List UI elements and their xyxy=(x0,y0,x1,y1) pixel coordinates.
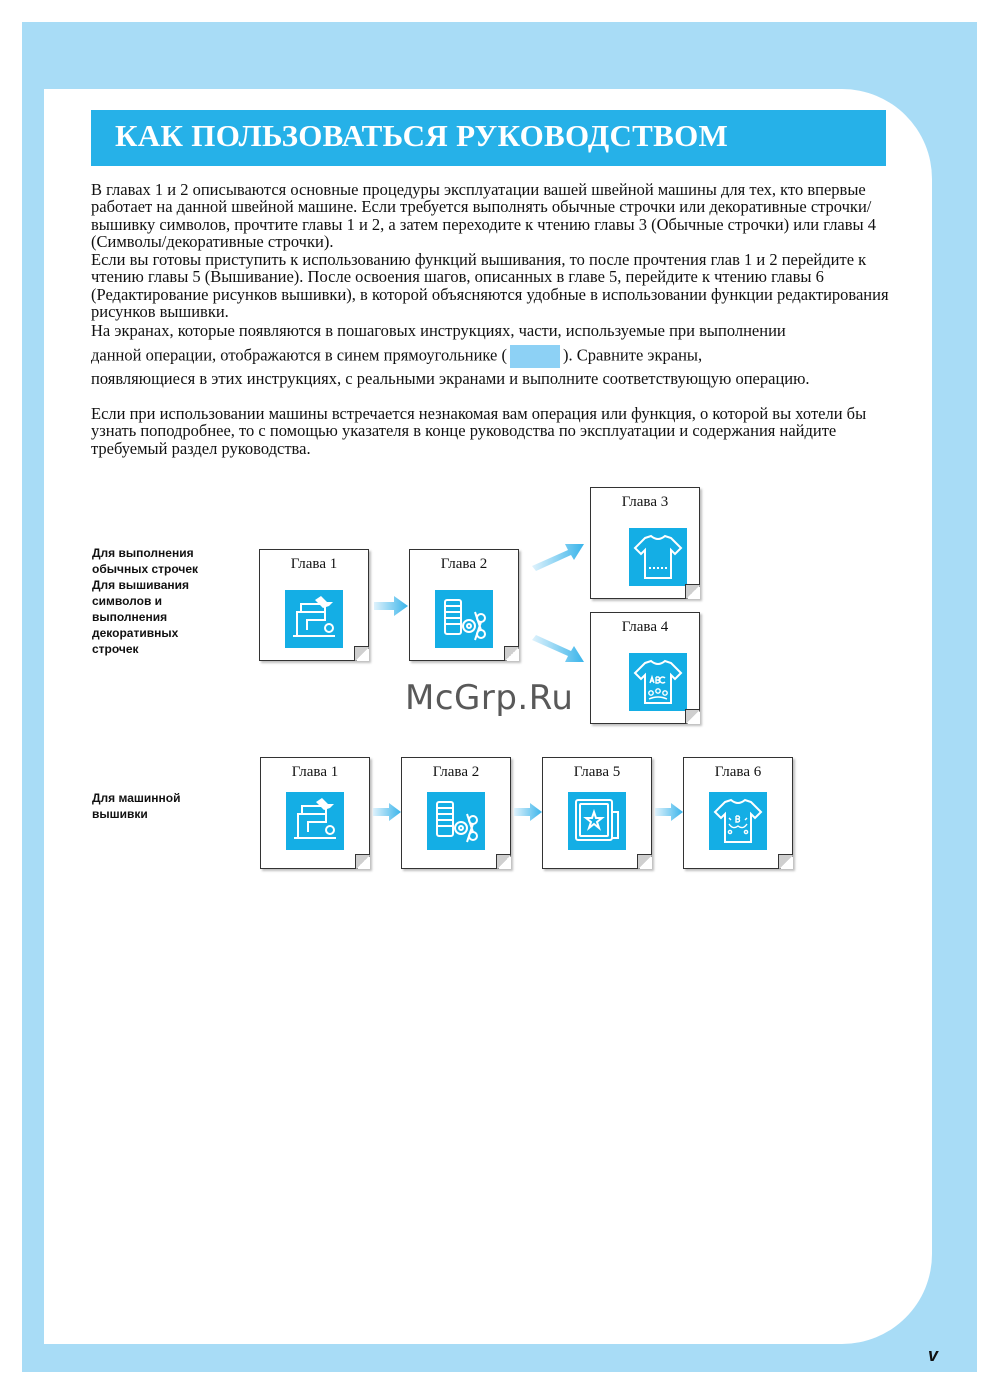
flow-arrow-right xyxy=(655,803,683,821)
chapter-card-label: Глава 6 xyxy=(714,764,762,780)
page-fold xyxy=(496,854,511,869)
chapter-card-label: Глава 1 xyxy=(291,764,339,780)
flow1-label-line: обычных строчек xyxy=(92,562,199,576)
page-fold xyxy=(354,646,369,661)
chapter-card-5 xyxy=(542,757,652,869)
intro-paragraph-3-before: данной операции, отображаются в синем прямоугольнике ( xyxy=(91,345,507,365)
chapter-card-label: Глава 2 xyxy=(440,556,488,572)
flow-arrow-right xyxy=(374,596,408,616)
page-fold xyxy=(504,646,519,661)
chapter-card-label: Глава 1 xyxy=(290,556,338,572)
embroidery-frame-icon xyxy=(568,792,626,850)
chapter-card-label: Глава 4 xyxy=(621,619,669,635)
intro-paragraph-3-rest: появляющиеся в этих инструкциях, с реальными экранами и выполните соответствующую операцию. xyxy=(91,369,810,388)
flow1-label xyxy=(92,545,198,657)
intro-paragraph-3-line-2 xyxy=(91,345,896,368)
page-fold xyxy=(685,584,700,599)
chapter-card-3 xyxy=(590,487,700,599)
intro-paragraph-3-line-1: На экранах, которые появляются в пошаговых инструкциях, части, используемые при выполнении xyxy=(91,321,786,340)
flow1-label-line: строчек xyxy=(92,642,139,656)
page-title: КАК ПОЛЬЗОВАТЬСЯ РУКОВОДСТВОМ xyxy=(115,118,729,153)
chapter-card-label: Глава 2 xyxy=(432,764,480,780)
page-number: v xyxy=(928,1345,939,1365)
title-banner xyxy=(91,110,886,166)
tshirt-stitch-icon xyxy=(629,528,687,586)
chapter-card-label: Глава 5 xyxy=(573,764,621,780)
tshirt-embroidered-icon xyxy=(709,792,767,850)
flow-arrow-down-right xyxy=(530,634,586,668)
chapter-card-6 xyxy=(683,757,793,869)
page-fold xyxy=(637,854,652,869)
flow-arrow-up-right xyxy=(530,538,586,572)
tshirt-abc-icon xyxy=(629,653,687,711)
flow2-label-line: Для машинной xyxy=(92,791,181,805)
page-fold xyxy=(778,854,793,869)
intro-paragraph-1: В главах 1 и 2 описываются основные процедуры эксплуатации вашей швейной машины для тех, кто впервые работает на данной швейной машине. Если требуется выполнять обычные строчки или декоративные строчки/вышивку символов, прочтите главы 1 и 2, а затем переходите к чтению главы 3 (Обычные строчки) или главы 4 (Символы/декоративные строчки). xyxy=(91,180,876,251)
flow1-label-line: выполнения xyxy=(92,610,168,624)
blue-rectangle-sample xyxy=(510,345,560,368)
flow1-label-line: Для вышивания xyxy=(92,578,190,592)
chapter-card-1 xyxy=(260,757,370,869)
intro-paragraph-4: Если при использовании машины встречается незнакомая вам операция или функция, о которой вы хотели бы узнать поподробнее, то с помощью указателя в конце руководства по эксплуатации и содержания найдите требуемый раздел руководства. xyxy=(91,404,867,458)
chapter-card-label: Глава 3 xyxy=(621,494,669,510)
flow1-label-line: декоративных xyxy=(92,626,179,640)
flow2-label-line: вышивки xyxy=(92,807,148,821)
page-fold xyxy=(685,709,700,724)
chapter-card-2 xyxy=(401,757,511,869)
chapter-card-1 xyxy=(259,549,369,661)
flow1-label-line: символов и xyxy=(92,594,163,608)
watermark: McGrp.Ru xyxy=(405,678,574,718)
chapter-card-2 xyxy=(409,549,519,661)
chapter-card-4 xyxy=(590,612,700,724)
thread-scissors-icon xyxy=(435,590,493,648)
flow2-label xyxy=(92,790,180,822)
intro-paragraph-2: Если вы готовы приступить к использованию функций вышивания, то после прочтения глав 1 и 2 перейдите к чтению главы 5 (Вышивание). После освоения шагов, описанных в главе 5, перейдите к чтению главы 6 (Редактирование рисунков вышивки), в которой объясняются удобные в использовании функции редактирования рисунков вышивки. xyxy=(91,250,889,321)
sewing-machine-icon xyxy=(286,792,344,850)
flow1-label-line: Для выполнения xyxy=(92,546,194,560)
flow-arrow-right xyxy=(373,803,401,821)
flow-arrow-right xyxy=(514,803,542,821)
intro-paragraph-3-after: ). Сравните экраны, xyxy=(562,345,703,365)
thread-scissors-icon xyxy=(427,792,485,850)
page-fold xyxy=(355,854,370,869)
sewing-machine-icon xyxy=(285,590,343,648)
